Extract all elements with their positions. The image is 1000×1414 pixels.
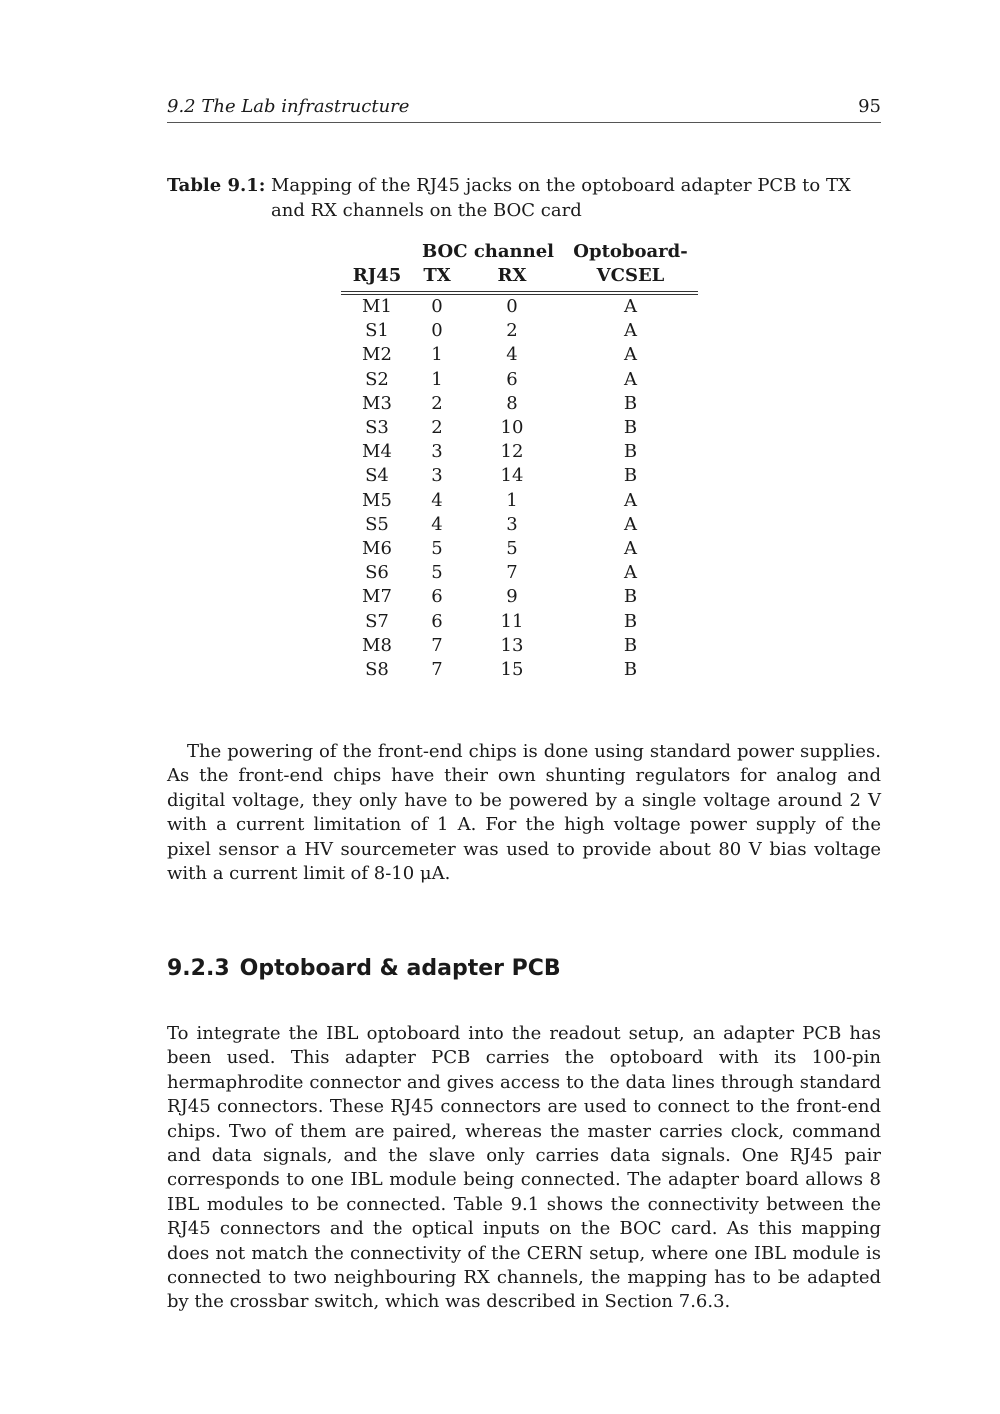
cell-vcsel: A <box>624 489 637 511</box>
col-header-vcsel: VCSEL <box>563 264 698 293</box>
cell-rx: 5 <box>506 537 518 559</box>
table-row <box>341 440 698 464</box>
cell-rx: 9 <box>506 586 518 608</box>
page-number: 95 <box>858 96 881 117</box>
cell-tx: 1 <box>431 344 443 366</box>
cell-vcsel: A <box>624 320 637 342</box>
cell-rj45: S2 <box>365 368 389 390</box>
cell-tx: 3 <box>431 441 443 463</box>
paragraph-optoboard: To integrate the IBL optoboard into the readout setup, an adapter PCB has been used. This adapter PCB carries the optoboard with its 100-pin hermaphrodite connector and gives access to the data lines through standard RJ45 connectors. These RJ45 connectors are used to connect to the front-end chips. Two of them are paired, whereas the master carries clock, command and data signals, and the slave only carries data signals. One RJ45 pair corresponds to one IBL module being connected. The adapter board allows 8 IBL modules to be connected. Table 9.1 shows the connectivity between the RJ45 connectors and the optical inputs on the BOC card. As this mapping does not match the connectivity of the CERN setup, where one IBL module is connected to two neighbouring RX channels, the mapping has to be adapted by the crossbar switch, which was described in Section 7.6.3. <box>167 1023 881 1313</box>
table-caption <box>167 173 881 223</box>
table-row <box>341 658 698 682</box>
cell-vcsel: A <box>624 344 637 366</box>
cell-rx: 11 <box>500 610 524 632</box>
cell-tx: 2 <box>431 417 443 439</box>
cell-rj45: S1 <box>365 320 389 342</box>
cell-rx: 0 <box>506 296 518 318</box>
cell-vcsel: B <box>623 586 638 608</box>
cell-rx: 12 <box>500 441 524 463</box>
cell-rx: 15 <box>500 658 524 680</box>
cell-tx: 3 <box>431 465 443 487</box>
cell-rj45: M2 <box>362 344 392 366</box>
table-row <box>341 343 698 367</box>
boc-channel-header: BOC channel <box>422 241 554 262</box>
cell-rj45: M1 <box>362 296 392 318</box>
table-row <box>341 585 698 609</box>
cell-tx: 7 <box>431 658 443 680</box>
cell-vcsel: B <box>623 441 638 463</box>
cell-tx: 1 <box>431 368 443 390</box>
cell-rx: 13 <box>500 634 524 656</box>
section-heading <box>167 956 561 981</box>
cell-rj45: S8 <box>365 658 389 680</box>
cell-vcsel: A <box>624 296 637 318</box>
cell-tx: 5 <box>431 537 443 559</box>
optoboard-header: Optoboard- <box>573 241 688 262</box>
cell-rx: 4 <box>506 344 518 366</box>
running-header <box>167 96 881 123</box>
table-row <box>341 464 698 488</box>
caption-text: Mapping of the RJ45 jacks on the optoboard adapter PCB to TX and RX channels on the BOC card <box>271 175 851 221</box>
table-row <box>341 609 698 633</box>
cell-rj45: M7 <box>362 586 392 608</box>
cell-rx: 6 <box>506 368 518 390</box>
cell-rx: 8 <box>506 392 518 414</box>
rj45-mapping-table <box>341 240 698 682</box>
cell-vcsel: A <box>624 562 637 584</box>
cell-tx: 7 <box>431 634 443 656</box>
col-header-tx: TX <box>413 264 461 293</box>
table-row <box>341 293 698 319</box>
table-row <box>341 319 698 343</box>
cell-tx: 4 <box>431 513 443 535</box>
col-header-rx: RX <box>461 264 563 293</box>
cell-rx: 2 <box>506 320 518 342</box>
cell-rj45: M8 <box>362 634 392 656</box>
cell-vcsel: B <box>623 610 638 632</box>
cell-tx: 5 <box>431 562 443 584</box>
cell-vcsel: B <box>623 417 638 439</box>
cell-rj45: S3 <box>365 417 389 439</box>
cell-rj45: M3 <box>362 392 392 414</box>
cell-tx: 6 <box>431 610 443 632</box>
table-body <box>341 293 698 682</box>
cell-tx: 2 <box>431 392 443 414</box>
caption-label: Table 9.1: <box>167 175 266 196</box>
table-row <box>341 392 698 416</box>
cell-tx: 4 <box>431 489 443 511</box>
table-row <box>341 561 698 585</box>
section-title: Optoboard & adapter PCB <box>239 956 561 981</box>
table-row <box>341 634 698 658</box>
table-row <box>341 537 698 561</box>
table-row <box>341 416 698 440</box>
cell-rx: 10 <box>500 417 524 439</box>
cell-vcsel: B <box>623 658 638 680</box>
table-row <box>341 368 698 392</box>
cell-rj45: S4 <box>365 465 389 487</box>
cell-vcsel: B <box>623 392 638 414</box>
cell-rj45: M5 <box>362 489 392 511</box>
running-title: 9.2 The Lab infrastructure <box>167 96 410 117</box>
cell-rj45: S7 <box>365 610 389 632</box>
cell-tx: 0 <box>431 296 443 318</box>
cell-vcsel: A <box>624 537 637 559</box>
cell-rx: 3 <box>506 513 518 535</box>
cell-rx: 1 <box>506 489 518 511</box>
cell-vcsel: A <box>624 513 637 535</box>
cell-vcsel: A <box>624 368 637 390</box>
cell-vcsel: B <box>623 634 638 656</box>
cell-rx: 14 <box>500 465 524 487</box>
cell-rx: 7 <box>506 562 518 584</box>
cell-vcsel: B <box>623 465 638 487</box>
paragraph-powering: The powering of the front-end chips is done using standard power supplies. As the front-end chips have their own shunting regulators for analog and digital voltage, they only have to be powered by a single voltage around 2 V with a current limitation of 1 A. For the high voltage power supply of the pixel sensor a HV sourcemeter was used to provide about 80 V bias voltage with a current limit of 8-10 μA. <box>167 741 881 885</box>
cell-rj45: M6 <box>362 537 392 559</box>
cell-tx: 6 <box>431 586 443 608</box>
table-row <box>341 489 698 513</box>
cell-rj45: S5 <box>365 513 389 535</box>
section-number: 9.2.3 <box>167 956 230 981</box>
table-row <box>341 513 698 537</box>
cell-rj45: M4 <box>362 441 392 463</box>
cell-rj45: S6 <box>365 562 389 584</box>
col-header-rj45: RJ45 <box>341 264 413 293</box>
cell-tx: 0 <box>431 320 443 342</box>
